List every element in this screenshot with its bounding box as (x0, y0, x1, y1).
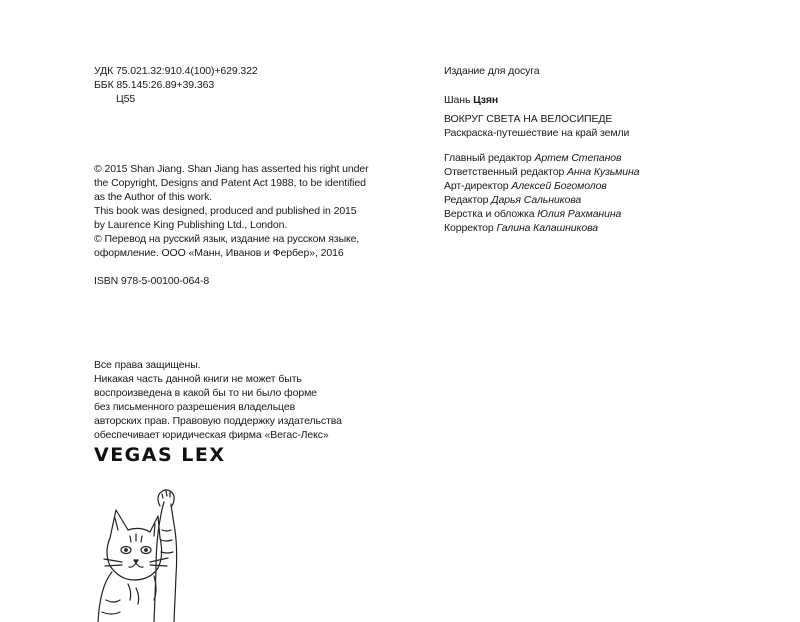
credit-role: Главный редактор (444, 152, 532, 164)
book-title: ВОКРУГ СВЕТА НА ВЕЛОСИПЕДЕ (444, 113, 613, 125)
credit-name: Дарья Сальникова (491, 194, 582, 206)
credit-line (444, 193, 639, 207)
credit-role: Редактор (444, 194, 489, 206)
rights-line: Все права защищены. (94, 359, 201, 371)
copyright-line: as the Author of this work. (94, 191, 213, 203)
credit-role: Ответственный редактор (444, 166, 565, 178)
author-given-name: Шань (444, 94, 471, 106)
book-subtitle: Раскраска-путешествие на край земли (444, 127, 630, 139)
rights-line: обеспечивает юридическая фирма «Вегас-Лекс» (94, 429, 329, 441)
rights-line: без письменного разрешения владельцев (94, 401, 296, 413)
bbk-line: ББК 85.145:26.89+39.363 (94, 79, 215, 91)
vegas-lex-logo: VEGAS LEX (94, 444, 226, 466)
credit-role: Арт-директор (444, 180, 509, 192)
rights-line: воспроизведена в какой бы то ни было форме (94, 387, 317, 399)
author-name (444, 93, 498, 107)
rights-line: авторских прав. Правовую поддержку издательства (94, 415, 342, 427)
copyright-line: © Перевод на русский язык, издание на русском языке, (94, 233, 360, 245)
copyright-line: оформление. ООО «Манн, Иванов и Фербер», 2016 (94, 247, 344, 259)
copyright-block (94, 162, 369, 260)
credit-line (444, 207, 639, 221)
isbn: ISBN 978-5-00100-064-8 (94, 275, 210, 287)
author-code: Ц55 (116, 93, 136, 105)
credit-line (444, 165, 639, 179)
cat-drawing-icon (70, 480, 215, 622)
credit-name: Алексей Богомолов (511, 180, 607, 192)
credit-name: Галина Калашникова (496, 222, 598, 234)
credit-line (444, 151, 639, 165)
credit-line (444, 179, 639, 193)
credits-block (444, 151, 639, 235)
copyright-line: the Copyright, Designs and Patent Act 1988, to be identified (94, 177, 366, 189)
copyright-line: This book was designed, produced and published in 2015 (94, 205, 357, 217)
credit-name: Артем Степанов (534, 152, 622, 164)
rights-line: Никакая часть данной книги не может быть (94, 373, 302, 385)
copyright-line: by Laurence King Publishing Ltd., London. (94, 219, 288, 231)
book-title-block (444, 112, 629, 140)
udk-line: УДК 75.021.32:910.4(100)+629.322 (94, 65, 258, 77)
credit-role: Корректор (444, 222, 494, 234)
credit-line (444, 221, 639, 235)
edition-type: Издание для досуга (444, 65, 540, 77)
credit-name: Юлия Рахманина (537, 208, 622, 220)
credit-name: Анна Кузьмина (567, 166, 640, 178)
author-family-name: Цзян (473, 94, 499, 106)
rights-block (94, 358, 342, 442)
credit-role: Верстка и обложка (444, 208, 535, 220)
classification-block (94, 64, 258, 106)
copyright-line: © 2015 Shan Jiang. Shan Jiang has asserted his right under (94, 163, 369, 175)
